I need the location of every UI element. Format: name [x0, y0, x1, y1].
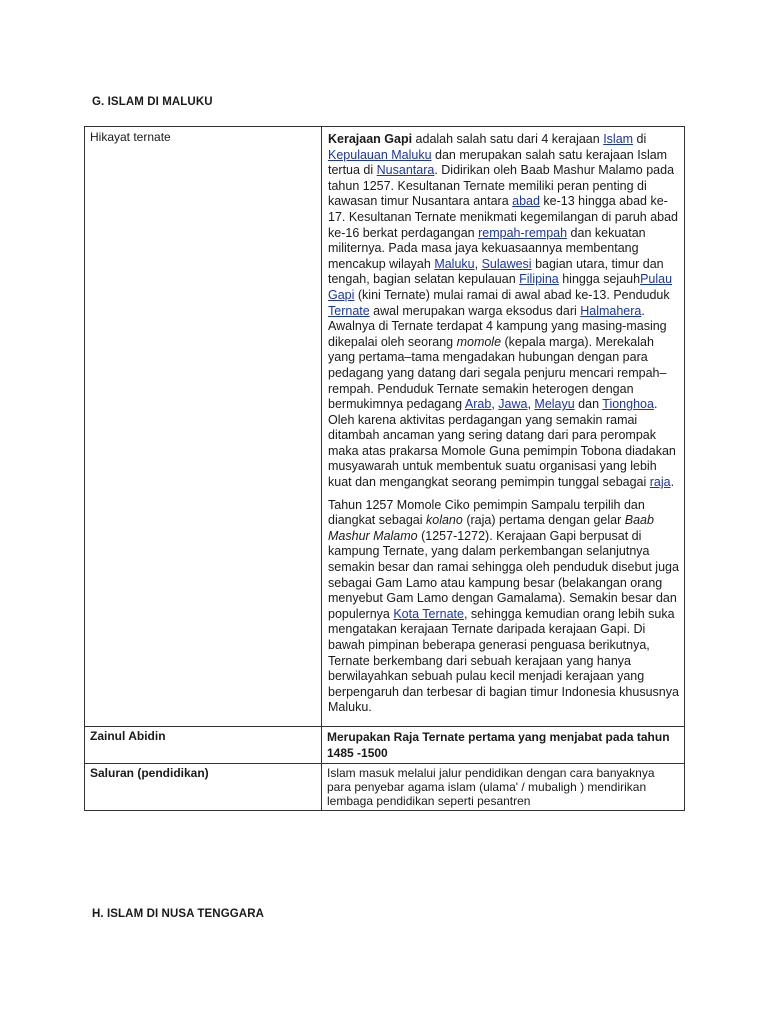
text-span: (kini Ternate) mulai ramai di awal abad ke-13. Penduduk: [354, 287, 670, 302]
text-span: . Oleh karena aktivitas perdagangan yang semakin ramai ditambah ancaman yang sering datang dari para perompak maka atas prakarsa Momole Guna pemimpin Tobona diadakan musyawarah untuk membentuk suatu organisasi yang lebih kuat dan mengangkat seorang pemimpin tunggal sebagai: [328, 397, 676, 490]
text-span: . Didirikan oleh Baab Mashur Malamo pada tahun 1257. Kesultanan Ternate memiliki peran penting di kawasan timur Nusantara antara: [328, 163, 675, 209]
text-span: awal merupakan warga eksodus dari: [369, 303, 581, 318]
table-row: [85, 127, 685, 727]
text-span: adalah salah satu dari 4 kerajaan: [412, 132, 604, 146]
table-row: [85, 726, 685, 763]
section-heading-g: G. ISLAM DI MALUKU: [92, 96, 213, 108]
row-label: Zainul Abidin: [85, 726, 322, 763]
content-table: [84, 126, 685, 811]
link-filipina[interactable]: Filipina: [519, 272, 559, 287]
text-span: Tahun 1257 Momole Ciko pemimpin Sampalu terpilih dan diangkat sebagai: [328, 497, 645, 528]
text-span: dan merupakan salah satu kerajaan Islam tertua di: [328, 147, 668, 178]
link-kota-ternate[interactable]: Kota Ternate: [393, 606, 464, 621]
text-span: kolano: [426, 513, 463, 528]
paragraph-2: [328, 498, 679, 716]
text-span: ,: [527, 397, 535, 412]
text-span: dan kekuatan militernya. Pada masa jaya kekuasaannya membentang mencakup wilayah: [328, 225, 646, 271]
link-raja[interactable]: raja: [649, 475, 671, 490]
row-label: Hikayat ternate: [85, 127, 322, 727]
link-ternate[interactable]: Ternate: [328, 303, 370, 318]
text-span: dan: [574, 397, 603, 412]
text-span: .: [670, 475, 675, 490]
text-span: ,: [474, 256, 482, 271]
row-content: Merupakan Raja Ternate pertama yang menjabat pada tahun 1485 -1500: [322, 726, 685, 763]
text-span: , sehingga kemudian orang lebih suka mengatakan kerajaan Ternate daripada kerajaan Gapi. Di bawah pimpinan beberapa generasi penguasa berikutnya, Ternate berkembang dari sebuah kerajaan yang hanya berwilayahkan sebuah pulau kecil menjadi kerajaan yang berpengaruh dan terbesar di bagian timur Indonesia khususnya Maluku.: [328, 606, 679, 715]
link-islam[interactable]: Islam: [603, 132, 634, 146]
link-jawa[interactable]: Jawa: [498, 397, 528, 412]
link-halmahera[interactable]: Halmahera: [580, 303, 642, 318]
text-span: . Awalnya di Ternate terdapat 4 kampung yang masing-masing dikepalai oleh seorang: [328, 303, 667, 349]
text-span: (raja) pertama dengan gelar: [462, 513, 625, 528]
text-span: Baab Mashur Malamo: [328, 513, 654, 543]
table-row: [85, 763, 685, 810]
section-heading-h: H. ISLAM DI NUSA TENGGARA: [92, 908, 265, 920]
row-label: Saluran (pendidikan): [85, 763, 322, 810]
text-span: di: [633, 132, 647, 146]
text-span: ,: [491, 397, 499, 412]
paragraph-1: [328, 132, 679, 491]
text-span: (kepala marga). Merekalah yang pertama–tama mengadakan hubungan dengan para pedagang yang datang dari segala penjuru mencari rempah–rempah. Penduduk Ternate semakin heterogen dengan bermukimnya pedagang: [328, 334, 667, 412]
text-span: momole: [456, 334, 502, 349]
link-abad[interactable]: abad: [512, 194, 540, 209]
text-span: (1257-1272). Kerajaan Gapi berpusat di kampung Ternate, yang dalam perkembangan selanjutnya semakin besar dan ramai sehingga oleh penduduk disebut juga sebagai Gam Lamo atau kampung besar (belakangan orang menyebut Gam Lamo dengan Gamalama). Semakin besar dan populernya: [328, 528, 679, 621]
row-content: [322, 127, 685, 727]
link-arab[interactable]: Arab: [464, 397, 492, 412]
link-nusantara[interactable]: Nusantara: [376, 163, 435, 178]
link-sulawesi[interactable]: Sulawesi: [481, 256, 532, 271]
link-melayu[interactable]: Melayu: [534, 397, 575, 412]
text-span: bagian utara, timur dan tengah, bagian selatan kepulauan: [328, 256, 664, 287]
text-span: Kerajaan Gapi: [328, 132, 413, 146]
link-tionghoa[interactable]: Tionghoa: [602, 397, 654, 412]
text-span: hingga sejauh: [558, 272, 641, 287]
row-content: Islam masuk melalui jalur pendidikan dengan cara banyaknya para penyebar agama islam (ulama' / mubaligh ) mendirikan lembaga pendidikan seperti pesantren: [322, 763, 685, 810]
link-rempah-rempah[interactable]: rempah-rempah: [478, 225, 568, 240]
link-kepulauan-maluku[interactable]: Kepulauan Maluku: [328, 147, 432, 162]
text-span: ke-13 hingga abad ke-17. Kesultanan Ternate menikmati kegemilangan di paruh abad ke-16 berkat perdagangan: [328, 194, 678, 240]
link-pulau-gapi[interactable]: Pulau Gapi: [328, 272, 673, 302]
link-maluku[interactable]: Maluku: [434, 256, 475, 271]
